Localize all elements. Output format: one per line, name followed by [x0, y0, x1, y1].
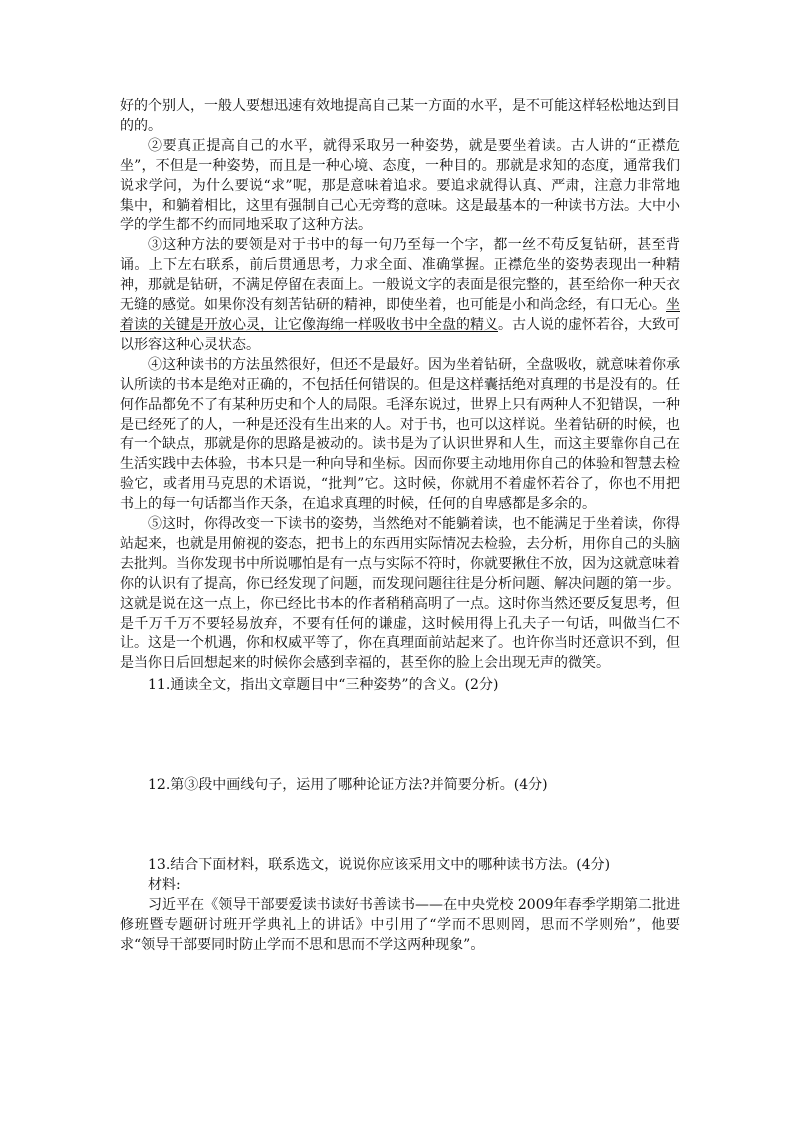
paragraph-3 — [120, 236, 680, 355]
material-label: 材料: — [148, 877, 181, 893]
paragraph-3-start: ③这种方法的要领是对于书中的每一句乃至每一个字，都一丝不苟反复钻研，甚至背诵。上下左右联系，前后贯通思考，力求全面、准确掌握。正襟危坐的姿势表现出一种精神，那就是钻研，不满足停留在表面上。一般说文字的表面是很完整的，甚至给你一种天衣无缝的感觉。如果你没有刻苦钻研的精神，即使坐着，也可能是小和尚念经，有口无心。 — [120, 237, 680, 314]
question-12: 12.第③段中画线句子，运用了哪种论证方法?并简要分析。(4分) — [148, 777, 548, 794]
article-body — [120, 97, 680, 956]
question-13: 13.结合下面材料，联系选文，说说你应该采用文中的哪种读书方法。(4分) — [148, 857, 611, 874]
question-11: 11.通读全文，指出文章题目中“三种姿势”的含义。(2分) — [148, 677, 499, 694]
paragraph-5: ⑤这时，你得改变一下读书的姿势，当然绝对不能躺着读，也不能满足于坐着读，你得站起来，也就是用俯视的姿态，把书上的东西用实际情况去检验，去分析，用你自己的头脑去批判。当你发现书中所说哪怕是有一点与实际不符时，你就要揪住不放，因为这就意味着你的认识有了提高，你已经发现了问题，而发现问题往往是分析问题、解决问题的第一步。这就是说在这一点上，你已经比书本的作者稍稍高明了一点。这时你当然还要反复思考，但是千万千万不要轻易放弃，不要有任何的谦虚，这时候用得上孔夫子一句话，叫做当仁不让。这是一个机遇，你和权威平等了，你在真理面前站起来了。也许你当时还意识不到，但是当你日后回想起来的时候你会感到幸福的，甚至你的脸上会出现无声的微笑。 — [120, 516, 680, 672]
paragraph-4: ④这种读书的方法虽然很好，但还不是最好。因为坐着钻研，全盘吸收，就意味着你承认所读的书本是绝对正确的，不包括任何错误的。但是这样囊括绝对真理的书是没有的。任何作品都免不了有某种历史和个人的局限。毛泽东说过，世界上只有两种人不犯错误，一种是已经死了的人，一种是还没有生出来的人。对于书，也可以这样说。坐着钻研的时候，也有一个缺点，那就是你的思路是被动的。读书是为了认识世界和人生，而这主要靠你自己在生活实践中去体验，书本只是一种向导和坐标。因而你要主动地用你自己的体验和智慧去检验它，或者用马克思的术语说，“批判”它。这时候，你就用不着虚怀若谷了，你也不用把书上的每一句话都当作天条，在追求真理的时候，任何的自卑感都是多余的。 — [120, 356, 680, 513]
underlined-sentence: 坐着读的关键是开放心灵，让它像海绵一样吸收书中全盘的精义 — [120, 297, 680, 333]
material-text: 习近平在《领导干部要爱读书读好书善读书——在中央党校 2009年春季学期第二批进修班暨专题研讨班开学典礼上的讲话》中引用了“学而不思则罔，思而不学则殆”，他要求“领导干部要同时防止学而不思和思而不学这两种现象”。 — [120, 896, 680, 953]
paragraph-2: ②要真正提高自己的水平，就得采取另一种姿势，就是要坐着读。古人讲的“正襟危坐”，不但是一种姿势，而且是一种心境、态度，一种目的。那就是求知的态度，通常我们说求学问，为什么要说“求”呢，那是意味着追求。要追求就得认真、严肃，注意力非常地集中，和躺着相比，这里有强制自己心无旁骛的意味。这是最基本的一种读书方法。大中小学的学生都不约而同地采取了这种方法。 — [120, 137, 680, 234]
paragraph-3-end: 。古人说的虚怀若谷，大致可以形容这种心灵状态。 — [120, 316, 680, 353]
paragraph-1-end: 好的个别人，一般人要想迅速有效地提高自己某一方面的水平，是不可能这样轻松地达到目的的。 — [120, 98, 680, 134]
answer-space-11 — [120, 696, 680, 776]
answer-space-12 — [120, 796, 680, 856]
